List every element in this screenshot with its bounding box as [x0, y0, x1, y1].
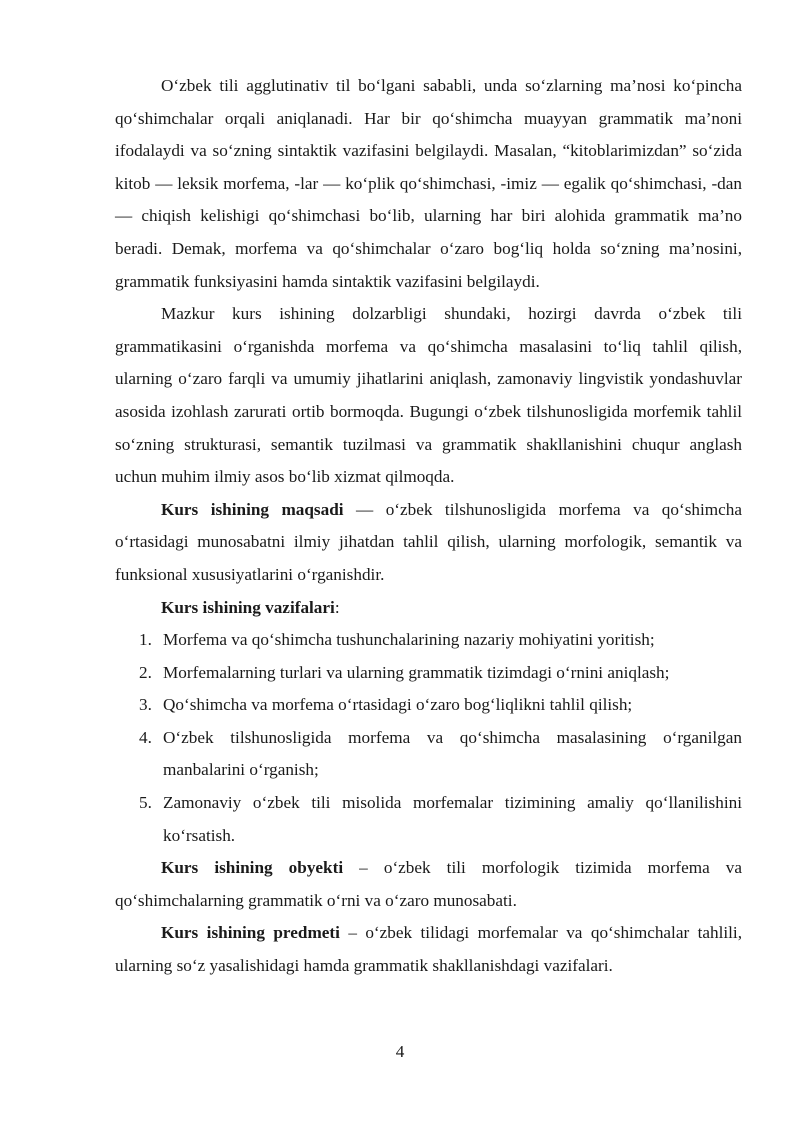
subject-paragraph [115, 917, 742, 982]
list-item-text: Morfemalarning turlari va ularning grammatik tizimdagi o‘rnini aniqlash; [163, 662, 670, 682]
object-text: – o‘zbek tili morfologik tizimida morfema va qo‘shimchalarning grammatik o‘rni va o‘zaro munosabati. [115, 858, 742, 910]
goal-paragraph [115, 494, 742, 592]
list-item-number: 1. [139, 630, 152, 650]
page-number: 4 [395, 1042, 405, 1061]
goal-text: — o‘zbek tilshunosligida morfema va qo‘shimcha o‘rtasidagi munosabatni ilmiy jihatdan tahlil qilish, ularning morfologik, semantik va funksional xususiyatlarini o‘rganishdir. [115, 499, 742, 584]
subject-label: Kurs ishining predmeti [161, 923, 340, 943]
list-item-text: Morfema va qo‘shimcha tushunchalarining nazariy mohiyatini yoritish; [163, 630, 655, 650]
list-item [115, 657, 742, 690]
list-item [115, 787, 742, 852]
object-paragraph [115, 852, 742, 917]
list-item-text: Qo‘shimcha va morfema o‘rtasidagi o‘zaro bog‘liqlikni tahlil qilish; [163, 695, 633, 715]
list-item [115, 722, 742, 787]
list-item-number: 2. [139, 662, 152, 682]
tasks-list [115, 624, 742, 852]
tasks-colon: : [334, 597, 340, 617]
relevance-paragraph: Mazkur kurs ishining dolzarbligi shundaki, hozirgi davrda o‘zbek tili grammatikasini o‘rganishda morfema va qo‘shimcha masalasini to‘liq tahlil qilish, ularning o‘zaro farqli va umumiy jihatlarini aniqlash, zamonaviy lingvistik yondashuvlar asosida izohlash zarurati ortib bormoqda. Bugungi o‘zbek tilshunosligida morfemik tahlil so‘zning strukturasi, semantik tuzilmasi va grammatik shakllanishini chuqur anglash uchun muhim ilmiy asos bo‘lib xizmat qilmoqda. [115, 304, 742, 487]
object-label: Kurs ishining obyekti [161, 858, 344, 878]
list-item-number: 3. [139, 695, 152, 715]
list-item [115, 689, 742, 722]
list-item [115, 624, 742, 657]
intro-paragraph: O‘zbek tili agglutinativ til bo‘lgani sababli, unda so‘zlarning ma’nosi ko‘pincha qo‘shimchalar orqali aniqlanadi. Har bir qo‘shimcha muayyan grammatik ma’noni ifodalaydi va so‘zning sintaktik vazifasini belgilaydi. Masalan, “kitoblarimizdan” so‘zida kitob — leksik morfema, -lar — ko‘plik qo‘shimchasi, -imiz — egalik qo‘shimchasi, -dan — chiqish kelishigi qo‘shimchasi bo‘lib, ularning har biri alohida grammatik ma’no beradi. Demak, morfema va qo‘shimchalar o‘zaro bog‘liq holda so‘zning ma’nosini, grammatik funksiyasini hamda sintaktik vazifasini belgilaydi. [115, 76, 742, 291]
document-page [115, 70, 742, 983]
list-item-text: Zamonaviy o‘zbek tili misolida morfemalar tizimining amaliy qo‘llanilishini ko‘rsatish. [163, 793, 742, 845]
tasks-label: Kurs ishining vazifalari [161, 597, 335, 617]
goal-label: Kurs ishining maqsadi [161, 499, 344, 519]
list-item-number: 5. [139, 793, 152, 813]
tasks-heading [115, 592, 742, 625]
list-item-text: O‘zbek tilshunosligida morfema va qo‘shimcha masalasining o‘rganilgan manbalarini o‘rganish; [163, 727, 742, 780]
subject-text: – o‘zbek tilidagi morfemalar va qo‘shimchalar tahlili, ularning so‘z yasalishidagi hamda grammatik shakllanishdagi vazifalari. [115, 923, 742, 976]
list-item-number: 4. [139, 727, 152, 747]
